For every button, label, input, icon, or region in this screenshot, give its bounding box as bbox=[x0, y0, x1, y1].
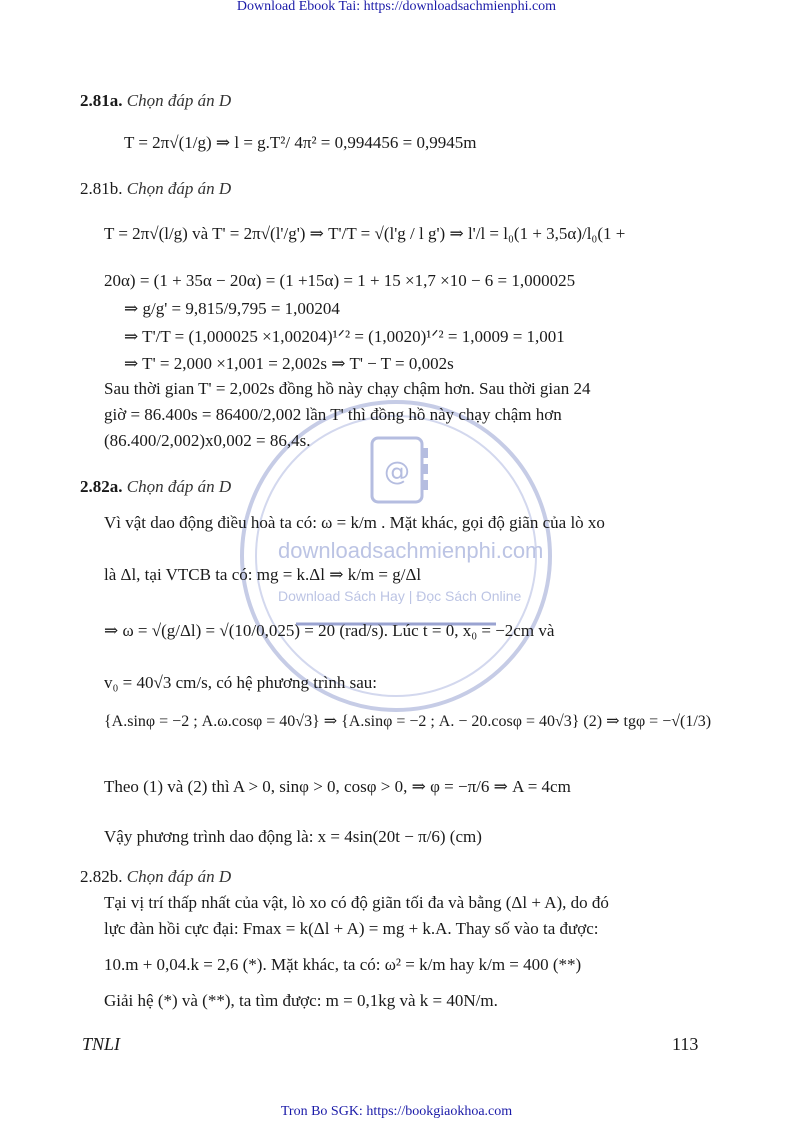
bottom-sgk-link[interactable]: Tron Bo SGK: https://bookgiaokhoa.com bbox=[280, 1104, 513, 1119]
svg-text:@: @ bbox=[384, 457, 410, 487]
section-label: Chọn đáp án D bbox=[126, 477, 232, 496]
page-number: 113 bbox=[672, 1034, 699, 1054]
formula-line: ⇒ T'/T = (1,000025 ×1,00204)¹ᐟ² = (1,0020)¹ᐟ² = 1,0009 = 1,001 bbox=[124, 327, 565, 346]
paragraph-line: Vì vật dao động điều hoà ta có: ω = k/m . Mặt khác, gọi độ giãn của lò xo bbox=[104, 513, 605, 532]
formula-line: 20α) = (1 + 35α − 20α) = (1 +15α) = 1 + 15 ×1,7 ×10 − 6 = 1,000025 bbox=[104, 271, 576, 290]
section-number: 2.82b. bbox=[80, 867, 123, 886]
formula-line: T = 2π√(1/g) ⇒ l = g.T²/ 4π² = 0,994456 = 0,9945m bbox=[124, 133, 477, 152]
paragraph-line: Giải hệ (*) và (**), ta tìm được: m = 0,1kg và k = 40N/m. bbox=[104, 991, 498, 1010]
section-number: 2.81b. bbox=[80, 179, 123, 198]
paragraph-line: v₀ = 40√3 cm/s, có hệ phương trình sau: bbox=[104, 673, 377, 692]
section-label: Chọn đáp án D bbox=[126, 867, 232, 886]
formula-line: ⇒ T' = 2,000 ×1,001 = 2,002s ⇒ T' − T = 0,002s bbox=[124, 354, 454, 373]
paragraph-line: Sau thời gian T' = 2,002s đồng hồ này chạy chậm hơn. Sau thời gian 24 bbox=[104, 379, 591, 398]
section-label: Chọn đáp án D bbox=[126, 91, 232, 110]
section-282a-heading bbox=[80, 478, 231, 495]
section-label: Chọn đáp án D bbox=[126, 179, 232, 198]
watermark-tagline: Download Sách Hay | Đọc Sách Online bbox=[278, 588, 522, 604]
section-281a-heading bbox=[80, 92, 231, 109]
equation-system: {A.sinφ = −2 ; A.ω.cosφ = 40√3} ⇒ {A.sinφ = −2 ; A. − 20.cosφ = 40√3} (2) ⇒ tgφ = −√(1/3) bbox=[104, 713, 712, 730]
formula-line: Vậy phương trình dao động là: x = 4sin(20t − π/6) (cm) bbox=[104, 827, 482, 846]
paragraph-line: là Δl, tại VTCB ta có: mg = k.Δl ⇒ k/m = g/Δl bbox=[104, 565, 422, 584]
section-number: 2.82a. bbox=[80, 477, 123, 496]
watermark-site: downloadsachmienphi.com bbox=[278, 538, 544, 563]
formula-line: 10.m + 0,04.k = 2,6 (*). Mặt khác, ta có: ω² = k/m hay k/m = 400 (**) bbox=[104, 955, 582, 974]
paragraph-line: (86.400/2,002)x0,002 = 86,4s. bbox=[104, 431, 311, 450]
formula-line: Theo (1) và (2) thì A > 0, sinφ > 0, cosφ > 0, ⇒ φ = −π/6 ⇒ A = 4cm bbox=[104, 777, 571, 796]
paragraph-line: giờ = 86.400s = 86400/2,002 lần T' thì đồng hồ này chạy chậm hơn bbox=[104, 405, 562, 424]
footer-label: TNLI bbox=[82, 1034, 121, 1054]
paragraph-line: Tại vị trí thấp nhất của vật, lò xo có độ giãn tối đa và bằng (Δl + A), do đó bbox=[104, 893, 609, 912]
section-number: 2.81a. bbox=[80, 91, 123, 110]
formula-line: ⇒ ω = √(g/Δl) = √(10/0,025) = 20 (rad/s). Lúc t = 0, x₀ = −2cm và bbox=[104, 621, 555, 640]
section-281b-heading bbox=[80, 180, 231, 197]
header-download-link[interactable]: Download Ebook Tai: https://downloadsachmienphi.com bbox=[236, 0, 557, 14]
formula-line: ⇒ g/g' = 9,815/9,795 = 1,00204 bbox=[124, 299, 340, 318]
paragraph-line: lực đàn hồi cực đại: Fmax = k(Δl + A) = mg + k.A. Thay số vào ta được: bbox=[104, 919, 599, 938]
formula-line: T = 2π√(l/g) và T' = 2π√(l'/g') ⇒ T'/T = √(l'g / l g') ⇒ l'/l = l₀(1 + 3,5α)/l₀(1 + bbox=[104, 224, 626, 243]
section-282b-heading bbox=[80, 868, 231, 885]
